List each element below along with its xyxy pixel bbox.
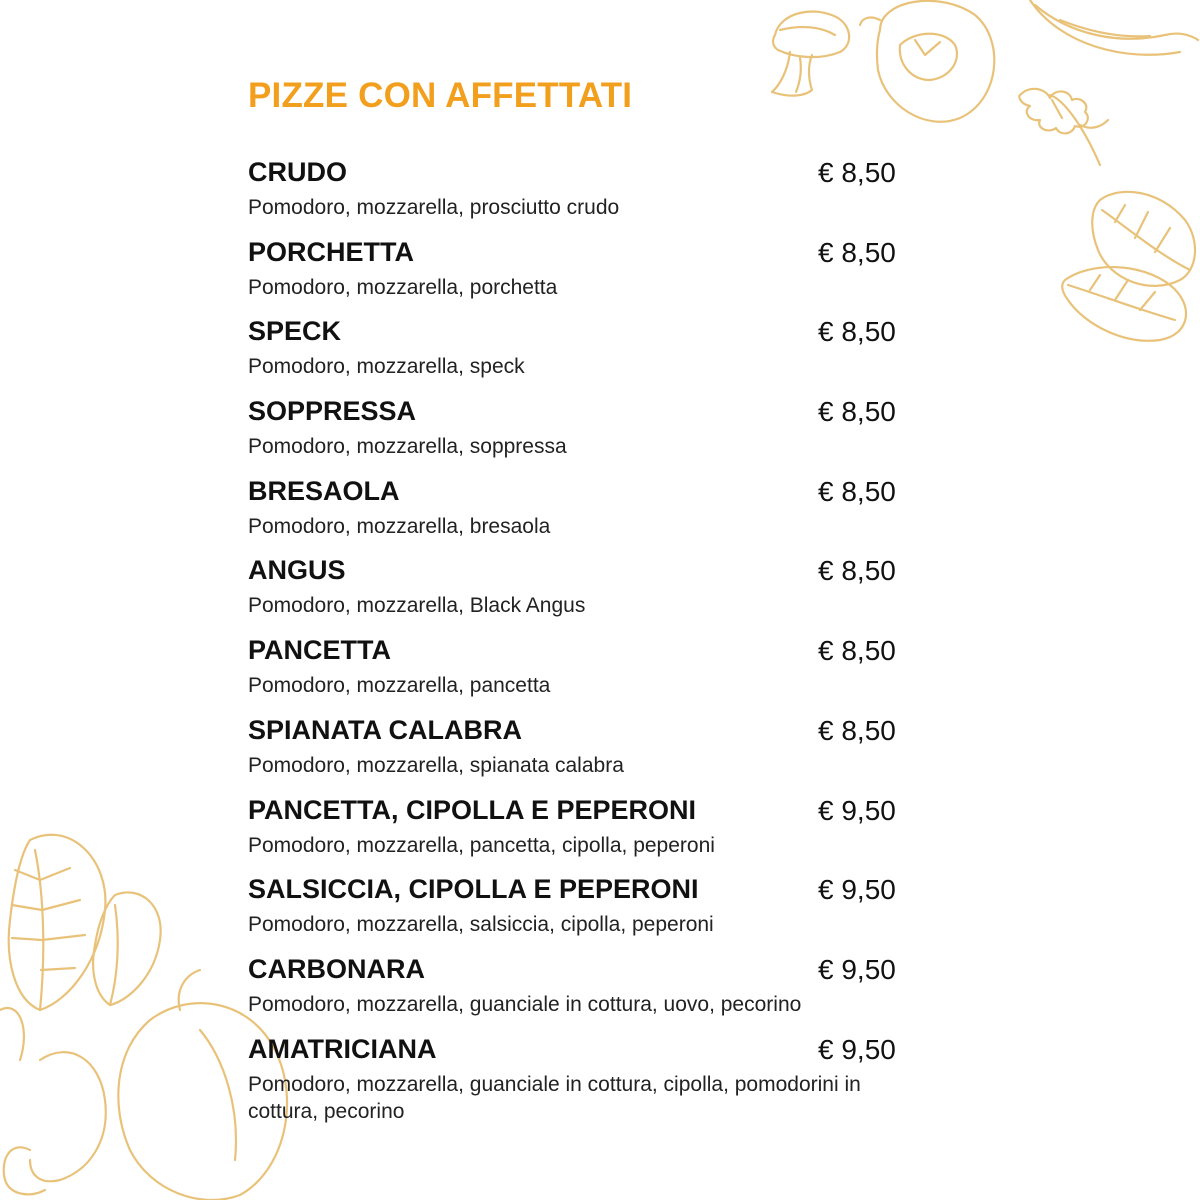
menu-item-description: Pomodoro, mozzarella, pancetta, cipolla, peperoni [248,833,715,857]
tomato-icon [860,1,994,122]
menu-item [248,476,948,556]
menu-item [248,316,948,396]
chili-pepper-icon [1030,0,1198,55]
bell-pepper-icon [4,970,287,1200]
parsley-icon [1019,89,1108,165]
menu-item-price: € 9,50 [818,874,896,906]
menu-title: PIZZE CON AFFETTATI [248,76,633,115]
menu-item [248,874,948,954]
spinach-leaf-icon [0,835,161,1060]
menu-item-name: SALSICCIA, CIPOLLA E PEPERONI [248,874,699,905]
menu-item-name: SPECK [248,316,342,347]
mushroom-icon [772,12,849,96]
menu-item-price: € 9,50 [818,953,896,985]
menu-item-description: Pomodoro, mozzarella, guanciale in cottura, cipolla, pomodorini in cottura, pecorino [248,1072,861,1123]
menu-item [248,157,948,237]
menu-item-name: ANGUS [248,555,346,586]
menu-item-price: € 9,50 [818,1033,896,1065]
menu-item-name: CARBONARA [248,953,425,984]
menu-item-name: PANCETTA [248,635,391,666]
menu-item [248,635,948,715]
menu-item-name: AMATRICIANA [248,1033,437,1064]
menu-item-description: Pomodoro, mozzarella, speck [248,355,525,379]
menu-item [248,1033,948,1123]
menu-item-description: Pomodoro, mozzarella, pancetta [248,674,551,698]
menu-item-description: Pomodoro, mozzarella, soppressa [248,435,567,459]
menu-item-description: Pomodoro, mozzarella, salsiccia, cipolla, peperoni [248,913,714,937]
menu-item [248,237,948,317]
menu-item-description: Pomodoro, mozzarella, guanciale in cottura, uovo, pecorino [248,992,802,1016]
menu-item [248,954,948,1034]
menu-item-price: € 8,50 [818,555,896,587]
menu-item-price: € 8,50 [818,236,896,268]
menu-item-name: PANCETTA, CIPOLLA E PEPERONI [248,794,697,825]
menu-item-price: € 8,50 [818,316,896,348]
menu-item-name: SOPPRESSA [248,396,417,427]
spinach-leaf-icon [1062,192,1195,341]
menu-item-name: CRUDO [248,157,347,187]
menu-item-name: SPIANATA CALABRA [248,714,522,745]
menu-item-description: Pomodoro, mozzarella, porchetta [248,275,558,299]
menu-item [248,715,948,795]
menu-item-description: Pomodoro, mozzarella, Black Angus [248,594,586,618]
menu-item-price: € 8,50 [818,396,896,428]
menu-item-price: € 8,50 [818,714,896,746]
menu-item-description: Pomodoro, mozzarella, prosciutto crudo [248,196,620,219]
menu-item-name: BRESAOLA [248,475,400,506]
menu-item-price: € 8,50 [818,635,896,667]
menu-item-description: Pomodoro, mozzarella, spianata calabra [248,753,624,777]
menu-item-name: PORCHETTA [248,236,414,267]
menu-item [248,396,948,476]
menu-items-list [248,157,948,1123]
menu-item [248,795,948,875]
menu-item-description: Pomodoro, mozzarella, bresaola [248,514,551,538]
menu-item-price: € 8,50 [818,157,896,188]
menu-item-price: € 8,50 [818,475,896,507]
menu-item-price: € 9,50 [818,794,896,826]
menu-item [248,555,948,635]
